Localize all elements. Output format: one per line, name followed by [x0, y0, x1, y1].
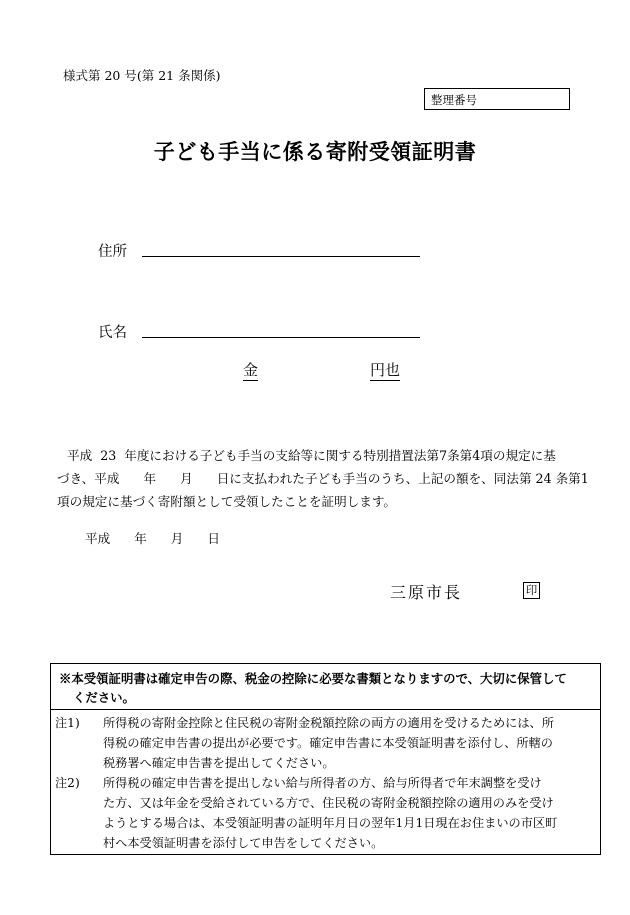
note-1-body: [95, 713, 554, 773]
note-2-line: ようとする場合は、本受領証明書の証明年月日の翌年1月1日現在お住まいの市区町: [103, 816, 558, 830]
note-2-line: 村へ本受領証明書を添付して申告をしてください。: [103, 836, 384, 850]
notice-header: [51, 664, 600, 710]
reference-number-label: 整理番号: [431, 93, 477, 107]
amount-prefix: 金: [243, 361, 259, 379]
statement-line-1: 平成 23 年度における子ども手当の支給等に関する特別措置法第7条第4項の規定に基: [67, 448, 556, 463]
address-label: 住所: [98, 244, 127, 260]
note-2-line: た方、又は年金を受給されている方で、住民税の寄附金税額控除の適用のみを受け: [103, 796, 554, 810]
note-2-body: [95, 773, 557, 853]
statement-line-3: 項の規定に基づく寄附額として受領したことを証明します。: [57, 494, 397, 509]
document-title: 子ども手当に係る寄附受領証明書: [153, 139, 477, 164]
statement-line-2: づき、平成 年 月 日に支払われた子ども手当のうち、上記の額を、同法第 24 条第1: [57, 471, 589, 486]
notice-header-line-1: ※本受領証明書は確定申告の際、税金の控除に必要な書類となりますので、大切に保管して: [59, 671, 567, 686]
reference-number-box[interactable]: [424, 88, 570, 110]
note-1-line: 得税の確定申告書の提出が必要です。確定申告書に本受領証明書を添付し、所轄の: [103, 736, 553, 750]
amount-suffix: 円也: [370, 361, 401, 379]
notice-box: [50, 663, 601, 855]
amount-line[interactable]: [243, 359, 400, 380]
note-2: [51, 773, 600, 853]
address-field-line[interactable]: [142, 256, 420, 257]
note-2-line: 所得税の確定申告書を提出しない給与所得者の方、給与所得者で年末調整を受け: [103, 776, 542, 790]
seal-mark: 印: [523, 582, 540, 599]
issue-date: 平成 年 月 日: [85, 531, 221, 546]
notice-header-line-2: ください。: [73, 690, 135, 705]
note-1-line: 所得税の寄附金控除と住民税の寄附金税額控除の両方の適用を受けるためには、所: [103, 716, 554, 730]
form-number: 様式第 20 号(第 21 条関係): [63, 68, 221, 83]
name-field-line[interactable]: [142, 337, 420, 338]
note-2-label: 注2): [55, 776, 80, 790]
note-1-label: 注1): [55, 716, 80, 730]
name-label: 氏名: [98, 325, 127, 341]
note-1-line: 税務署へ確定申告書を提出してください。: [103, 756, 335, 770]
note-1: [51, 713, 600, 773]
certification-statement: [57, 444, 589, 513]
issuer-name: 三原市長: [390, 583, 463, 602]
